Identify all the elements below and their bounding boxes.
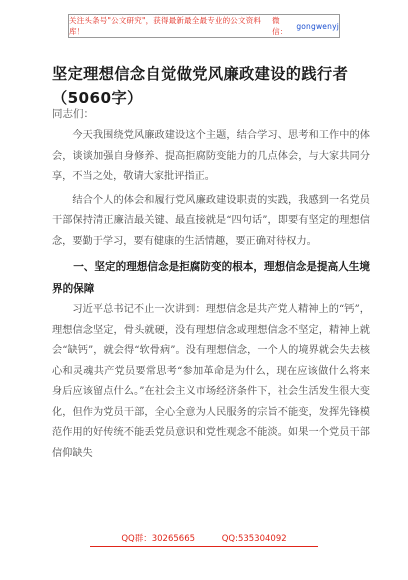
footer-divider bbox=[90, 546, 318, 547]
section-heading-1: 一、坚定的理想信念是拒腐防变的根本，理想信念是提高人生境界的保障 bbox=[52, 261, 370, 295]
paragraph-2: 结合个人的体会和履行党风廉政建设职责的实践，我感到一名党员干部保持清正廉洁最关键、最直接就是“四句话”，即要有坚定的理想信念，要勤于学习，要有健康的生活情趣，要正确对待权力。 bbox=[52, 194, 370, 247]
paragraph-3: 习近平总书记不止一次讲到：理想信念是共产党人精神上的“钙”，理想信念坚定，骨头就硬，没有理想信念或理想信念不坚定，精神上就会“缺钙”，就会得“软骨病”。没有理想信念，一个人的境界就会失去核心和灵魂共产党员要常思考“参加革命是为什么，现在应该做什么将来身后应该留点什么。”在社会主义市场经济条件下，社会生活发生很大变化，但作为党员干部，全心全意为人民服务的宗旨不能变，发挥先锋模范作用的好传统不能丢党员意识和党性观念不能淡。如果一个党员干部信仰缺失 bbox=[52, 304, 370, 459]
salutation: 同志们： bbox=[52, 108, 94, 120]
document-body bbox=[52, 122, 370, 464]
document-title: 坚定理想信念自觉做党风廉政建设的践行者（5060字） bbox=[52, 65, 349, 107]
wechat-id-link[interactable]: gongwenyj bbox=[296, 21, 339, 31]
qq-number: QQ:535304092 bbox=[221, 534, 287, 544]
banner-text: 关注头条号"公文研究"，获得最新最全最专业的公文资料库！ bbox=[69, 16, 262, 36]
qq-group: QQ群：30265665 bbox=[121, 534, 196, 544]
footer-contact bbox=[0, 532, 408, 544]
paragraph-1: 今天我围绕党风廉政建设这个主题，结合学习、思考和工作中的体会，谈谈加强自身修养、提高拒腐防变能力的几点体会，与大家共同分享，不当之处，敬请大家批评指正。 bbox=[52, 130, 370, 182]
header-banner bbox=[68, 14, 340, 38]
wechat-label: 微信： bbox=[272, 16, 288, 36]
